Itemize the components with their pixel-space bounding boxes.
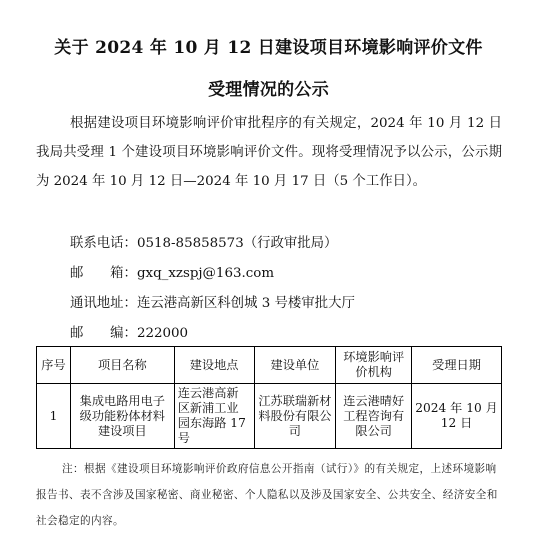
address-label: 通讯地址： bbox=[70, 296, 137, 311]
header-date: 受理日期 bbox=[412, 347, 502, 384]
contact-phone-row bbox=[70, 232, 337, 251]
email-label: 邮 箱： bbox=[70, 266, 137, 281]
footnote-text: 注：根据《建设项目环境影响评价政府信息公开指南（试行）》的有关规定，上述环境影响报告书、表不含涉及国家秘密、商业秘密、个人隐私以及涉及国家安全、公共安全、经济安全和社会稳定的内容。 bbox=[36, 463, 498, 527]
header-index: 序号 bbox=[37, 347, 71, 384]
page-title: 关于 2024 年 10 月 12 日建设项目环境影响评价文件 bbox=[54, 38, 483, 58]
footnote bbox=[36, 456, 502, 534]
header-location: 建设地点 bbox=[174, 347, 254, 384]
cell-builder: 江苏联瑞新材料股份有限公司 bbox=[254, 384, 336, 449]
email-value: gxq_xzspj@163.com bbox=[136, 266, 275, 281]
page-subtitle: 受理情况的公示 bbox=[207, 80, 330, 100]
postcode-label: 邮 编： bbox=[70, 326, 137, 341]
phone-label: 联系电话： bbox=[70, 236, 137, 251]
address-value: 连云港高新区科创城 3 号楼审批大厅 bbox=[136, 296, 355, 311]
contact-email-row bbox=[70, 262, 274, 281]
cell-location: 连云港高新区新浦工业园东海路 17 号 bbox=[174, 384, 254, 449]
cell-eia-agency: 连云港晴好工程咨询有限公司 bbox=[336, 384, 412, 449]
table-header-row bbox=[37, 347, 502, 384]
cell-project-name: 集成电路用电子级功能粉体材料建设项目 bbox=[70, 384, 174, 449]
postcode-value: 222000 bbox=[136, 326, 189, 341]
header-project-name: 项目名称 bbox=[70, 347, 174, 384]
header-eia-agency: 环境影响评价机构 bbox=[336, 347, 412, 384]
contact-postcode-row bbox=[70, 322, 188, 341]
header-builder: 建设单位 bbox=[254, 347, 336, 384]
announcement-paragraph: 根据建设项目环境影响评价审批程序的有关规定，2024 年 10 月 12 日我局共受理 1 个建设项目环境影响评价文件。现将受理情况予以公示，公示期为 2024 年 10 月 12 日—2024 年 10 月 17 日（5 个工作日）。 bbox=[36, 116, 502, 189]
cell-index: 1 bbox=[37, 384, 71, 449]
table-row bbox=[37, 384, 502, 449]
projects-table bbox=[36, 346, 502, 449]
cell-date: 2024 年 10 月 12 日 bbox=[412, 384, 502, 449]
contact-address-row bbox=[70, 292, 355, 311]
phone-value: 0518-85858573（行政审批局） bbox=[136, 236, 338, 251]
